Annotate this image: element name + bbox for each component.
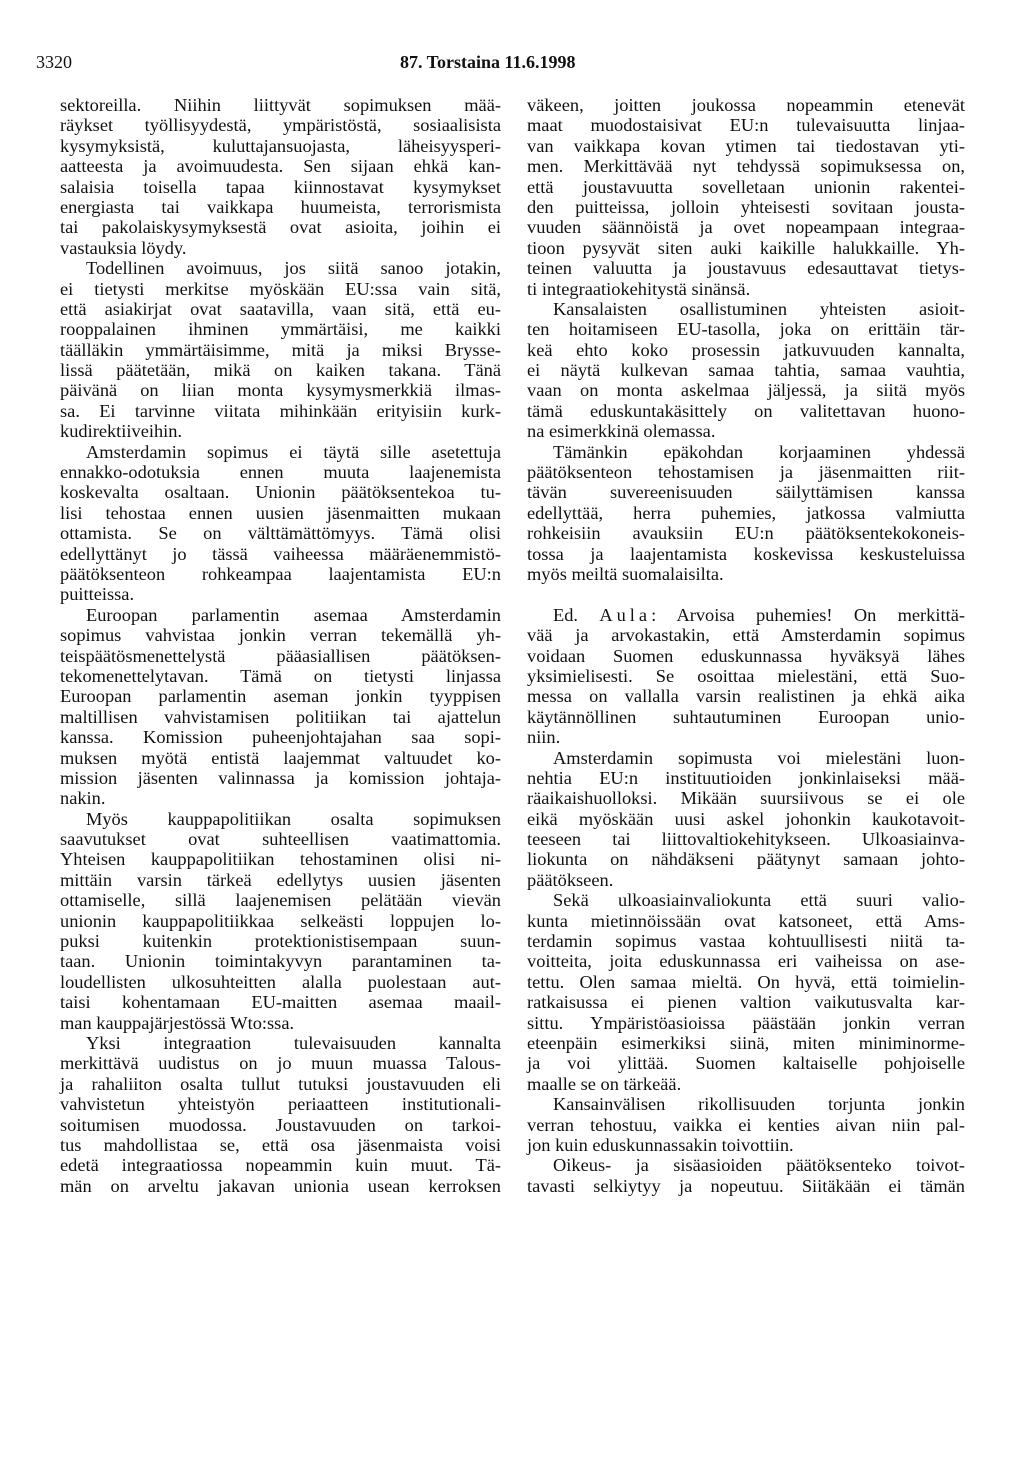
text-line: aatteesta ja avoimuudesta. Sen sijaan ehkä kan- — [60, 156, 501, 177]
text-line: yksimielisesti. Se osoittaa mielestäni, että Suo- — [527, 665, 965, 686]
text-line: maltillisen vahvistamisen politiikan tai ajattelun — [60, 706, 501, 727]
text-line: na esimerkkinä olemassa. — [527, 421, 716, 442]
text-line: nehtia EU:n instituutioiden jonkinlaiseksi mää- — [527, 767, 965, 788]
text-line: edellyttää, herra puhemies, jatkossa valmiutta — [527, 502, 965, 523]
text-line: niin. — [527, 727, 561, 748]
text-line: sopimus vahvistaa jonkin verran tekemällä yh- — [60, 625, 501, 646]
text-line: vää ja arvokastakin, että Amsterdamin sopimus — [527, 625, 965, 646]
text-line: mission jäsenten valinnassa ja komission johtaja- — [60, 767, 501, 788]
text-line: että joustavuutta sovelletaan unionin rakentei- — [527, 176, 965, 197]
text-line: Myös kauppapolitiikan osalta sopimuksen — [86, 808, 501, 829]
text-line: ratkaisussa ei pienen valtion vaikutusvalta kar- — [527, 992, 965, 1013]
text-line: merkittävä uudistus on jo muun muassa Talous- — [60, 1053, 501, 1074]
text-line: päätöksenteon rohkeampaa laajentamista EU:n — [60, 563, 501, 584]
text-line: van vaikkapa kovan ytimen tai tiedostavan yti- — [527, 135, 965, 156]
text-line: Yksi integraation tulevaisuuden kannalta — [86, 1032, 501, 1053]
left-column — [60, 95, 501, 1196]
text-line: tekomenettelytavan. Tämä on tietysti linjassa — [60, 665, 501, 686]
text-line: käytännöllinen suhtautuminen Euroopan unio- — [527, 706, 965, 727]
text-line: lisi tehostaa ennen uusien jäsenmaitten mukaan — [60, 502, 501, 523]
text-line: räaikaishuolloksi. Mikään suursiivous se ei ole — [527, 788, 965, 809]
text-line: ennakko-odotuksia ennen muuta laajenemista — [60, 462, 501, 483]
text-line: teinen valuutta ja joustavuus edesauttavat tietys- — [527, 258, 965, 279]
text-line: män on arveltu jakavan unionia usean kerroksen — [60, 1175, 501, 1196]
text-line: Yhteisen kauppapolitiikan tehostaminen olisi ni- — [60, 849, 501, 870]
text-line: tavasti selkiytyy ja nopeutuu. Siitäkään ei tämän — [527, 1175, 965, 1196]
text-line: vahvistetun yhteistyön periaatteen institutionali- — [60, 1094, 501, 1115]
right-column — [527, 95, 965, 1196]
text-line: ottamista. Se on välttämättömyys. Tämä olisi — [60, 523, 501, 544]
text-line: maalle se on tärkeää. — [527, 1073, 682, 1094]
text-line: Amsterdamin sopimus ei täytä sille asetettuja — [86, 441, 501, 462]
text-line: messa on vallalla varsin realistinen ja ehkä aika — [527, 686, 965, 707]
text-line: puitteissa. — [60, 584, 135, 605]
text-line: maat muodostaisivat EU:n tulevaisuutta linjaa- — [527, 115, 965, 136]
text-line: tävän suvereenisuuden säilyttämisen kanssa — [527, 482, 965, 503]
text-line: verran tehostuu, vaikka ei kenties aivan niin pal- — [527, 1114, 965, 1135]
text-line: Amsterdamin sopimusta voi mielestäni luon- — [553, 747, 965, 768]
text-line: sittu. Ympäristöasioissa päästään jonkin verran — [527, 1012, 965, 1033]
text-line: sa. Ei tarvinne viitata mihinkään erityisiin kurk- — [60, 400, 501, 421]
text-line: kanssa. Komission puheenjohtajahan saa sopi- — [60, 727, 501, 748]
text-line — [527, 584, 965, 604]
text-line: Euroopan parlamentin aseman jonkin tyyppisen — [60, 686, 501, 707]
text-line: men. Merkittävää nyt tehdyssä sopimuksessa on, — [527, 156, 965, 177]
text-line: Sekä ulkoasiainvaliokunta että suuri valio- — [553, 890, 965, 911]
text-line: soitumisen muodossa. Joustavuuden on tarkoi- — [60, 1114, 501, 1135]
text-line: den puitteissa, jolloin yhteisesti sovitaan jousta- — [527, 196, 965, 217]
text-line: nakin. — [60, 788, 106, 809]
text-line: päivänä on liian monta kysymysmerkkiä ilmas- — [60, 380, 501, 401]
text-line: päätöksenteon tehostamisen ja jäsenmaitten riit- — [527, 462, 965, 483]
speaker-name: Aula — [599, 604, 652, 625]
text-line: voitteita, joita eduskunnassa eri vaiheissa on ase- — [527, 951, 965, 972]
text-line: eikä myöskään uusi askel johonkin kaukotavoit- — [527, 808, 965, 829]
text-line: Kansalaisten osallistuminen yhteisten asioit- — [553, 298, 965, 319]
text-line: energiasta tai vaikkapa huumeista, terrorismista — [60, 196, 501, 217]
text-line: sektoreilla. Niihin liittyvät sopimuksen mää- — [60, 95, 501, 115]
text-line: teispäätösmenettelystä pääasiallisen päätöksen- — [60, 645, 501, 666]
text-line: vastauksia löydy. — [60, 237, 187, 258]
text-line: muksen myötä entistä laajemmat valtuudet ko- — [60, 747, 501, 768]
text-line: man kauppajärjestössä Wto:ssa. — [60, 1012, 295, 1033]
text-line: loudellisten ulkosuhteitten alalla puolestaan aut- — [60, 971, 501, 992]
page-number: 3320 — [36, 52, 72, 72]
text-line: edellyttänyt jo tässä vaiheessa määräenemmistö- — [60, 543, 501, 564]
text-line: puksi kuitenkin protektionistisempaan suun- — [60, 931, 501, 952]
text-line: tai pakolaiskysymyksestä ovat asioita, joihin ei — [60, 217, 501, 238]
text-line: Kansainvälisen rikollisuuden torjunta jonkin — [553, 1094, 965, 1115]
text-line: Euroopan parlamentin asemaa Amsterdamin — [86, 604, 501, 625]
text-line: myös meiltä suomalaisilta. — [527, 563, 724, 584]
speech-start: : Arvoisa puhemies! On merkittä- — [651, 604, 965, 625]
text-line: keä ehto koko prosessin jatkuvuuden kannalta, — [527, 339, 965, 360]
text-line: edetä integraatiossa nopeammin kuin muut. Tä- — [60, 1155, 501, 1176]
text-line: ottamiselle, sillä laajenemisen pelätään vievän — [60, 890, 501, 911]
text-line: että asiakirjat ovat saatavilla, vaan sitä, että eu- — [60, 298, 501, 319]
text-line: mittäin varsin tärkeä edellytys uusien jäsenten — [60, 869, 501, 890]
text-line: tioon pysyvät siten auki kaikille halukkaille. Yh- — [527, 237, 965, 258]
text-line: taisi kohentamaan EU-maitten asemaa maail- — [60, 992, 501, 1013]
text-line: rooppalainen ihminen ymmärtäisi, me kaikki — [60, 319, 501, 340]
text-line: päätökseen. — [527, 869, 614, 890]
text-line: lissä päätetään, mikä on kaiken takana. Tänä — [60, 360, 501, 381]
text-line: tus mahdollistaa se, että osa jäsenmaista voisi — [60, 1134, 501, 1155]
page-header: 87. Torstaina 11.6.1998 — [400, 52, 576, 72]
text-line: Oikeus- ja sisäasioiden päätöksenteko toivot- — [553, 1155, 965, 1176]
text-line: kunta mietinnöissään ovat katsoneet, että Ams- — [527, 910, 965, 931]
text-line: liokunta on nähdäkseni päätynyt samaan johto- — [527, 849, 965, 870]
speaker-prefix: Ed. — [553, 604, 600, 625]
text-line: Todellinen avoimuus, jos siitä sanoo jotakin, — [86, 258, 501, 279]
text-line: vaan on monta askelmaa jäljessä, ja siitä myös — [527, 380, 965, 401]
text-line: väkeen, joitten joukossa nopeammin etenevät — [527, 95, 965, 115]
text-line — [527, 605, 965, 625]
text-line: kudirektiiveihin. — [60, 421, 183, 442]
text-line: ei näytä kulkevan samaa tahtia, samaa vauhtia, — [527, 360, 965, 381]
text-line: ei tietysti merkitse myöskään EU:ssa vain sitä, — [60, 278, 501, 299]
text-line: ten hoitamiseen EU-tasolla, joka on erittäin tär- — [527, 319, 965, 340]
text-line: eteenpäin esimerkiksi siinä, miten miniminorme- — [527, 1032, 965, 1053]
text-line: täälläkin ymmärtäisimme, mitä ja miksi Brysse- — [60, 339, 501, 360]
text-line: ja voi ylittää. Suomen kaltaiselle pohjoiselle — [527, 1053, 965, 1074]
text-line: tämä eduskuntakäsittely on valitettavan huono- — [527, 400, 965, 421]
text-line: unionin kauppapolitiikkaa selkeästi loppujen lo- — [60, 910, 501, 931]
text-line: terdamin sopimus vastaa kohtuullisesti niitä ta- — [527, 931, 965, 952]
text-line: teeseen tai liittovaltiokehitykseen. Ulkoasiainva- — [527, 829, 965, 850]
text-line: rohkeisiin avauksiin EU:n päätöksentekokoneis- — [527, 523, 965, 544]
text-line: Tämänkin epäkohdan korjaaminen yhdessä — [553, 441, 965, 462]
text-line: jon kuin eduskunnassakin toivottiin. — [527, 1134, 794, 1155]
text-line: kysymyksistä, kuluttajansuojasta, läheisyysperi- — [60, 135, 501, 156]
text-line: salaisia toisella tapaa kiinnostavat kysymykset — [60, 176, 501, 197]
text-line: ja rahaliiton osalta tullut tutuksi joustavuuden eli — [60, 1073, 501, 1094]
text-line: taan. Unionin toimintakyvyn parantaminen ta- — [60, 951, 501, 972]
text-line: tettu. Olen samaa mieltä. On hyvä, että toimielin- — [527, 971, 965, 992]
text-line: ti integraatiokehitystä sinänsä. — [527, 278, 751, 299]
text-line: vuuden säännöistä ja ovet nopeampaan integraa- — [527, 217, 965, 238]
text-line: saavutukset ovat suhteellisen vaatimattomia. — [60, 829, 501, 850]
text-line: voidaan Suomen eduskunnassa hyväksyä lähes — [527, 645, 965, 666]
text-line: räykset työllisyydestä, ympäristöstä, sosiaalisista — [60, 115, 501, 136]
text-line: tossa ja laajentamista koskevissa keskusteluissa — [527, 543, 965, 564]
text-line: koskevalta osaltaan. Unionin päätöksentekoa tu- — [60, 482, 501, 503]
